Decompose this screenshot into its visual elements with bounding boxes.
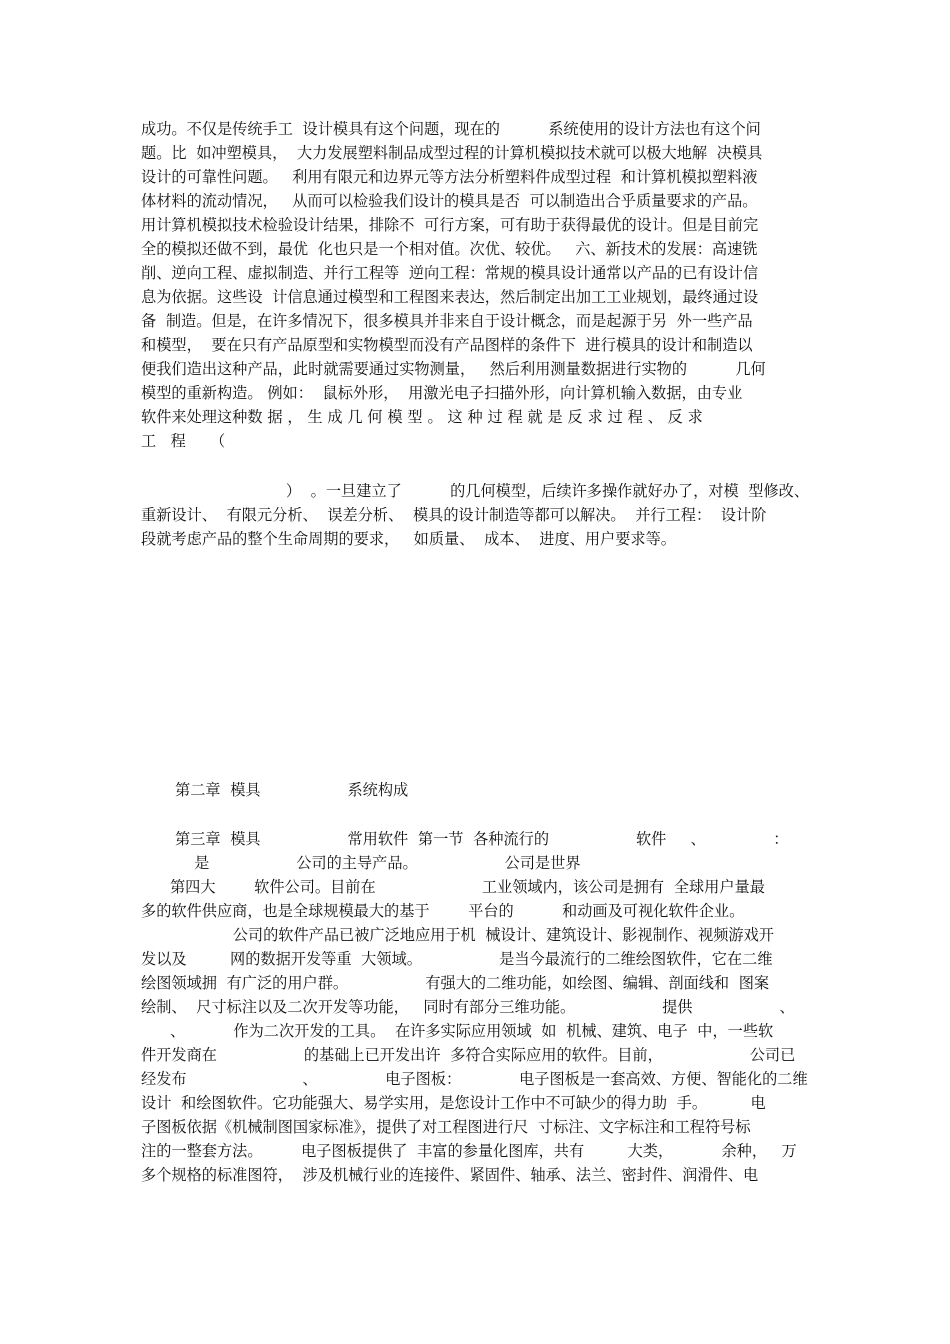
text-line: 设计 和绘图软件。它功能强大、易学实用，是您设计工作中不可缺少的得力助 手。 电 bbox=[141, 1094, 766, 1112]
text-line: 设计的可靠性问题。 利用有限元和边界元等方法分析塑料件成型过程 和计算机模拟塑料液 bbox=[141, 168, 758, 186]
chapter-heading: 第二章 模具 系统构成 bbox=[175, 781, 409, 799]
chapter-heading: 第三章 模具 常用软件 第一节 各种流行的 软件 、 ： bbox=[175, 830, 789, 848]
text-line: ） 。一旦建立了 的几何模型，后续许多操作就好办了，对模 型修改、 bbox=[141, 482, 810, 500]
text-line: 削、逆向工程、虚拟制造、并行工程等 逆向工程：常规的模具设计通常以产品的已有设计信 bbox=[141, 264, 759, 282]
text-line: 第四大 软件公司。目前在 工业领域内，该公司是拥有 全球用户量最 bbox=[141, 878, 765, 896]
text-line: 模型的重新构造。 例如： 鼠标外形， 用激光电子扫描外形，向计算机输入数据，由专业 bbox=[141, 384, 743, 402]
text-line: 成功。不仅是传统手工 设计模具有这个问题，现在的 系统使用的设计方法也有这个问 bbox=[141, 120, 761, 138]
text-line: 子图板依据《机械制图国家标准》，提供了对工程图进行尺 寸标注、文字标注和工程符号标 bbox=[141, 1118, 751, 1136]
text-line: 发以及 网的数据开发等重 大领域。 是当今最流行的二维绘图软件，它在二维 bbox=[141, 950, 773, 968]
text-line: 多的软件供应商，也是全球规模最大的基于 平台的 和动画及可视化软件企业。 bbox=[141, 902, 745, 920]
text-line: 绘图领域拥 有广泛的用户群。 有强大的二维功能，如绘图、编辑、剖面线和 图案 bbox=[141, 974, 770, 992]
text-line: 是 公司的主导产品。 公司是世界 bbox=[141, 854, 581, 872]
text-line: 多个规格的标准图符， 涉及机械行业的连接件、紧固件、轴承、法兰、密封件、润滑件、电 bbox=[141, 1166, 759, 1184]
text-line: 全的模拟还做不到，最优 化也只是一个相对值。次优、较优。 六、新技术的发展：高速铣 bbox=[141, 240, 758, 258]
text-line: 备 制造。但是，在许多情况下，很多模具并非来自于设计概念，而是起源于另 外一些产品 bbox=[141, 312, 753, 330]
text-line: 和模型， 要在只有产品原型和实物模型而没有产品图样的条件下 进行模具的设计和制造以 bbox=[141, 336, 753, 354]
text-line: 段就考虑产品的整个生命周期的要求， 如质量、 成本、 进度、用户要求等。 bbox=[141, 530, 676, 548]
text-line: 重新设计、 有限元分析、 误差分析、 模具的设计制造等都可以解决。 并行工程： 设计阶 bbox=[141, 506, 767, 524]
text-line: 注的一整套方法。 电子图板提供了 丰富的参量化图库，共有 大类， 余种， 万 bbox=[141, 1142, 797, 1160]
text-line: 用计算机模拟技术检验设计结果，排除不 可行方案，可有助于获得最优的设计。但是目前完 bbox=[141, 216, 759, 234]
text-line: 绘制、 尺寸标注以及二次开发等功能， 同时有部分三维功能。 提供 、 bbox=[141, 998, 795, 1016]
text-line: 软件来处理这种数 据 ， 生 成 几 何 模 型 。 这 种 过 程 就 是 反 求 过 程 、 反 求 bbox=[141, 408, 703, 426]
text-line: 便我们造出这种产品，此时就需要通过实物测量， 然后利用测量数据进行实物的 几何 bbox=[141, 360, 766, 378]
text-line: 工 程 （ bbox=[141, 432, 226, 450]
text-line: 体材料的流动情况， 从而可以检验我们设计的模具是否 可以制造出合乎质量要求的产品。 bbox=[141, 192, 758, 210]
text-line: 公司的软件产品已被广泛地应用于机 械设计、建筑设计、影视制作、视频游戏开 bbox=[141, 926, 774, 944]
text-line: 题。比 如冲塑模具， 大力发展塑料制品成型过程的计算机模拟技术就可以极大地解 决模具 bbox=[141, 144, 763, 162]
text-line: 、 作为二次开发的工具。 在许多实际应用领域 如 机械、建筑、电子 中，一些软 bbox=[141, 1022, 774, 1040]
text-line: 经发布 、 电子图板： 电子图板是一套高效、方便、智能化的二维 bbox=[141, 1070, 808, 1088]
text-line: 息为依据。这些设 计信息通过模型和工程图来表达，然后制定出加工工业规划，最终通过设 bbox=[141, 288, 759, 306]
text-line: 件开发商在 的基础上已开发出许 多符合实际应用的软件。目前， 公司已 bbox=[141, 1046, 796, 1064]
